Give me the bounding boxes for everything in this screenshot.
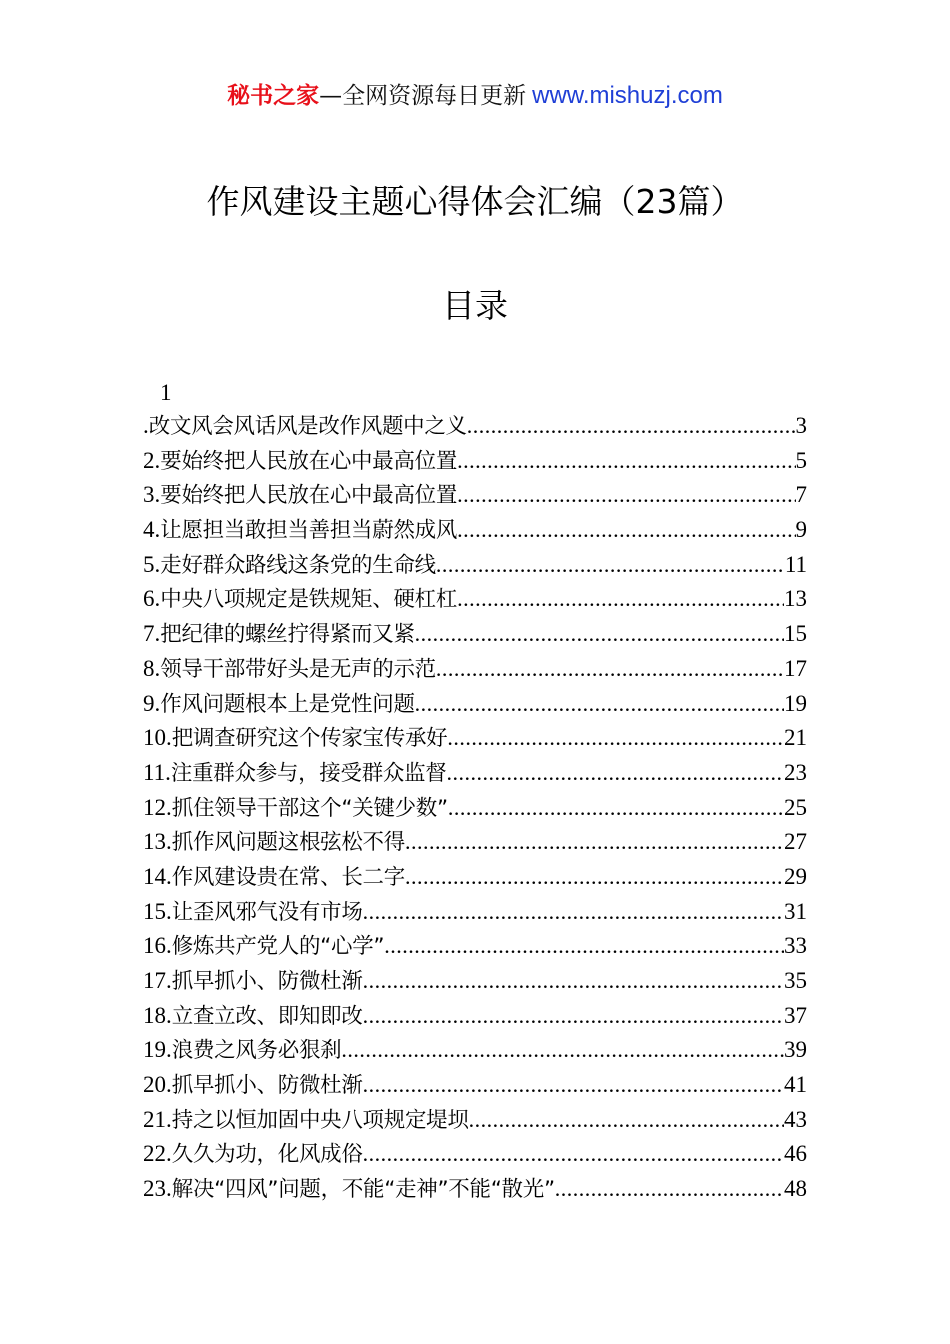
toc-entry-number: 3. <box>143 482 161 508</box>
toc-entry-title: 让愿担当敢担当善担当蔚然成风 <box>160 518 458 544</box>
toc-dot-leader <box>384 929 784 964</box>
toc-entry-number: 2. <box>143 447 161 473</box>
toc-entry-page: 3 <box>795 413 807 438</box>
toc-dot-leader <box>436 548 785 583</box>
toc-entry[interactable] <box>143 964 807 999</box>
toc-entry-number: 19. <box>143 1037 172 1063</box>
toc-entry-page: 15 <box>784 621 807 647</box>
toc-dot-leader <box>405 825 784 860</box>
toc-first-number: 1 <box>160 380 172 405</box>
toc-dot-leader <box>363 964 784 999</box>
toc-entry[interactable] <box>143 1033 807 1068</box>
toc-entry[interactable] <box>143 1103 807 1138</box>
toc-heading: 目录 <box>442 286 508 325</box>
toc-entry-title: 让歪风邪气没有市场 <box>171 899 363 925</box>
toc-entry[interactable] <box>143 548 807 583</box>
toc-entry-title: 把调查研究这个传家宝传承好 <box>171 726 448 752</box>
toc-dot-leader <box>363 895 784 930</box>
toc-entry-number: 12. <box>143 794 172 820</box>
toc-entry-title: 抓早抓小、防微杜渐 <box>171 969 363 994</box>
toc-entry[interactable] <box>143 617 807 652</box>
toc-entry-number: 15. <box>143 898 172 924</box>
toc-entry-title: 改文风会风话风是改作风题中之义 <box>148 414 467 439</box>
toc-entry[interactable] <box>143 582 807 617</box>
site-url-link[interactable]: www.mishuzj.com <box>532 82 723 109</box>
toc-entry-page: 19 <box>784 690 807 716</box>
toc-entry-title: 走好群众路线这条党的生命线 <box>160 552 436 578</box>
toc-dot-leader <box>457 513 795 548</box>
toc-entry-title: 要始终把人民放在心中最高位置 <box>160 483 458 509</box>
toc-entry-page: 39 <box>784 1037 807 1063</box>
toc-entry[interactable] <box>143 895 807 930</box>
toc-entry-title: 立查立改、即知即改 <box>171 1003 363 1029</box>
toc-dot-leader <box>447 756 784 791</box>
toc-entry-page: 7 <box>795 482 807 508</box>
toc-dot-leader <box>447 721 784 756</box>
toc-entry-page: 17 <box>784 655 807 681</box>
toc-entry[interactable] <box>143 687 807 722</box>
toc-dot-leader <box>457 582 784 617</box>
toc-entry[interactable] <box>143 721 807 756</box>
toc-entry[interactable] <box>143 929 807 964</box>
toc-entry-title: 浪费之风务必狠刹 <box>171 1038 342 1064</box>
toc-entry-page: 25 <box>784 794 807 820</box>
toc-entry-number: . <box>143 413 149 438</box>
toc-dot-leader <box>363 999 784 1034</box>
toc-dot-leader <box>405 860 784 895</box>
toc-entry-title: 中央八项规定是铁规矩、硬杠杠 <box>160 587 458 613</box>
toc-dot-leader <box>415 617 784 652</box>
toc-entry-page: 35 <box>784 968 807 993</box>
toc-entry[interactable] <box>143 860 807 895</box>
toc-entry[interactable] <box>143 478 807 513</box>
toc-entry-title: 久久为功，化风成俗 <box>171 1142 363 1168</box>
toc-entry-title: 抓作风问题这根弦松不得 <box>171 830 405 856</box>
toc-entry-title: 作风问题根本上是党性问题 <box>160 691 415 717</box>
toc-entry-page: 33 <box>784 933 807 959</box>
toc-entry-number: 4. <box>143 517 161 543</box>
toc-entry-page: 48 <box>784 1176 807 1202</box>
toc-entry-number: 6. <box>143 586 161 612</box>
toc-entry[interactable] <box>143 1068 807 1103</box>
toc-entry-number: 10. <box>143 725 172 751</box>
toc-entry-number: 5. <box>143 551 161 577</box>
toc-entry-number: 7. <box>143 621 161 647</box>
toc-dot-leader <box>457 444 795 479</box>
toc-entry-title: 抓住领导干部这个“关键少数” <box>171 795 448 821</box>
toc-dot-leader <box>555 1172 784 1207</box>
toc-dot-leader <box>467 409 796 444</box>
toc-entry-title: 修炼共产党人的“心学” <box>171 934 385 960</box>
toc-dot-leader <box>415 687 784 722</box>
toc-dot-leader <box>363 1137 784 1172</box>
toc-dot-leader <box>436 652 784 687</box>
toc-dot-leader <box>341 1033 784 1068</box>
toc-entry[interactable] <box>143 1137 807 1172</box>
toc-entry[interactable] <box>143 999 807 1034</box>
toc-entry-page: 41 <box>784 1072 807 1098</box>
toc-entry-page: 9 <box>795 517 807 543</box>
toc-dot-leader <box>363 1068 784 1103</box>
toc-entry-page: 29 <box>784 863 807 889</box>
toc-entry-number: 22. <box>143 1141 172 1167</box>
table-of-contents <box>143 409 807 1207</box>
toc-entry-page: 46 <box>784 1141 807 1167</box>
toc-entry-title: 持之以恒加固中央八项规定堤坝 <box>171 1107 469 1133</box>
toc-entry[interactable] <box>143 756 807 791</box>
site-banner <box>0 80 950 112</box>
toc-entry[interactable] <box>143 513 807 548</box>
toc-entry-title: 要始终把人民放在心中最高位置 <box>160 448 458 474</box>
toc-entry[interactable] <box>143 1172 807 1207</box>
toc-entry-number: 23. <box>143 1176 172 1202</box>
toc-dot-leader <box>457 478 795 513</box>
toc-entry[interactable] <box>143 825 807 860</box>
toc-entry-number: 21. <box>143 1106 172 1132</box>
toc-entry-number: 16. <box>143 933 172 959</box>
toc-entry[interactable] <box>143 409 807 444</box>
toc-entry-title: 抓早抓小、防微杜渐 <box>171 1073 363 1099</box>
toc-dot-leader <box>448 791 784 826</box>
toc-entry-number: 13. <box>143 829 172 855</box>
toc-entry-title: 把纪律的螺丝拧得紧而又紧 <box>160 622 415 648</box>
toc-entry[interactable] <box>143 791 807 826</box>
toc-entry-number: 20. <box>143 1072 172 1098</box>
toc-entry-page: 21 <box>784 725 807 751</box>
toc-entry-number: 14. <box>143 863 172 889</box>
toc-entry-page: 5 <box>795 447 807 473</box>
toc-entry[interactable] <box>143 652 807 687</box>
toc-entry-number: 17. <box>143 968 172 993</box>
toc-dot-leader <box>469 1103 784 1138</box>
document-title: 作风建设主题心得体会汇编（23篇） <box>206 182 744 221</box>
toc-entry-page: 37 <box>784 1002 807 1028</box>
toc-entry-page: 27 <box>784 829 807 855</box>
banner-slogan: —全网资源每日更新 <box>319 83 527 109</box>
toc-entry-page: 11 <box>784 551 807 577</box>
toc-entry-title: 注重群众参与，接受群众监督 <box>170 760 447 786</box>
toc-entry-number: 8. <box>143 655 161 681</box>
toc-entry-page: 43 <box>784 1106 807 1132</box>
toc-entry-page: 23 <box>784 759 807 785</box>
toc-entry-page: 31 <box>784 898 807 924</box>
toc-entry-title: 作风建设贵在常、长二字 <box>171 864 405 890</box>
toc-entry-number: 18. <box>143 1002 172 1028</box>
toc-entry-number: 11. <box>143 759 171 785</box>
toc-entry-number: 9. <box>143 690 161 716</box>
toc-entry-page: 13 <box>784 586 807 612</box>
toc-entry-title: 解决“四风”问题，不能“走神”不能“散光” <box>171 1177 555 1203</box>
toc-entry[interactable] <box>143 444 807 479</box>
toc-entry-title: 领导干部带好头是无声的示范 <box>160 656 436 682</box>
brand-name: 秘书之家 <box>227 83 320 109</box>
